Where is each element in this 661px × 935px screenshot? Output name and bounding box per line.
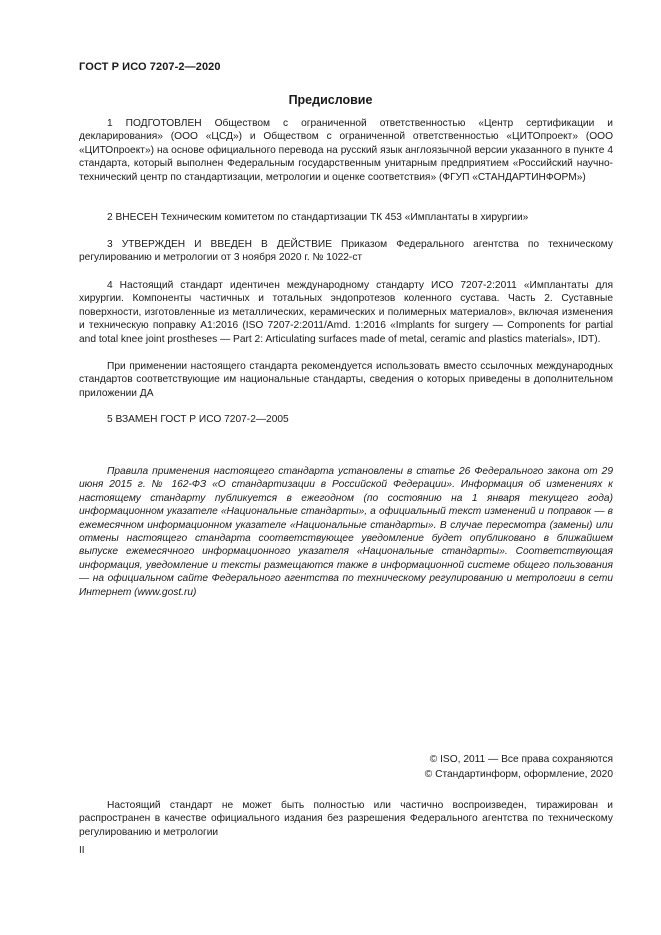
- paragraph-prepared-by: 1 ПОДГОТОВЛЕН Обществом с ограниченной ответственностью «Центр сертификации и декларирования» (ООО «ЦСД») и Обществом с ограниченной ответственностью «ЦИТОпроект» (ООО «ЦИТОпроект») на основе официального перевода на русский язык англоязычной версии указанного в пункте 4 стандарта, который выполнен Федеральным государственным унитарным предприятием «Российский научно-технический центр по стандартизации, метрологии и оценке соответствия» (ФГУП «СТАНДАРТИНФОРМ»): [79, 118, 613, 183]
- reproduction-notice: Настоящий стандарт не может быть полностью или частично воспроизведен, тиражирован и распространен в качестве официального издания без разрешения Федерального агентства по техническому регулированию и метрологии: [79, 800, 613, 838]
- paragraph-replaces: 5 ВЗАМЕН ГОСТ Р ИСО 7207-2—2005: [107, 414, 289, 425]
- paragraph-national-standards-note: При применении настоящего стандарта рекомендуется использовать вместо ссылочных международных стандартов соответствующие им национальные стандарты, сведения о которых приведены в дополнительном приложении ДА: [79, 361, 613, 399]
- copyright-standartinform: © Стандартинформ, оформление, 2020: [424, 769, 613, 780]
- paragraph-approved: 3 УТВЕРЖДЕН И ВВЕДЕН В ДЕЙСТВИЕ Приказом Федерального агентства по техническому регулированию и метрологии от 3 ноября 2020 г. № 1022-ст: [79, 239, 613, 264]
- application-rules-notice: Правила применения настоящего стандарта установлены в статье 26 Федерального закона от 29 июня 2015 г. № 162-ФЗ «О стандартизации в Российской Федерации». Информация об изменениях к настоящему стандарту публикуется в ежегодном (по состоянию на 1 января текущего года) информационном указателе «Национальные стандарты», а официальный текст изменений и поправок — в ежемесячном информационном указателе «Национальные стандарты». В случае пересмотра (замены) или отмены настоящего стандарта соответствующее уведомление будет опубликовано в ближайшем выпуске ежемесячного информационного указателя «Национальные стандарты». Соответствующая информация, уведомление и тексты размещаются также в информационной системе общего пользования — на официальном сайте Федерального агентства по техническому регулированию и метрологии в сети Интернет (www.gost.ru): [79, 466, 613, 598]
- document-code-header: ГОСТ Р ИСО 7207-2—2020: [79, 61, 221, 73]
- page-title: Предисловие: [288, 93, 373, 107]
- paragraph-identical-standard: 4 Настоящий стандарт идентичен международному стандарту ИСО 7207-2:2011 «Имплантаты для хирургии. Компоненты частичных и тотальных эндопротезов коленного сустава. Часть 2. Суставные поверхности, изготовленные из металлических, керамических и полимерных материалов», включая изменения и техническую поправку A1:2016 (ISO 7207-2:2011/Amd. 1:2016 «Implants for surgery — Components for partial and total knee joint prostheses — Part 2: Articulating surfaces made of metal, ceramic and plastics materials», IDT).: [79, 280, 613, 345]
- paragraph-introduced-by: 2 ВНЕСЕН Техническим комитетом по стандартизации ТК 453 «Имплантаты в хирургии»: [107, 212, 529, 223]
- copyright-iso: © ISO, 2011 — Все права сохраняются: [429, 754, 613, 765]
- page-number: II: [79, 845, 85, 856]
